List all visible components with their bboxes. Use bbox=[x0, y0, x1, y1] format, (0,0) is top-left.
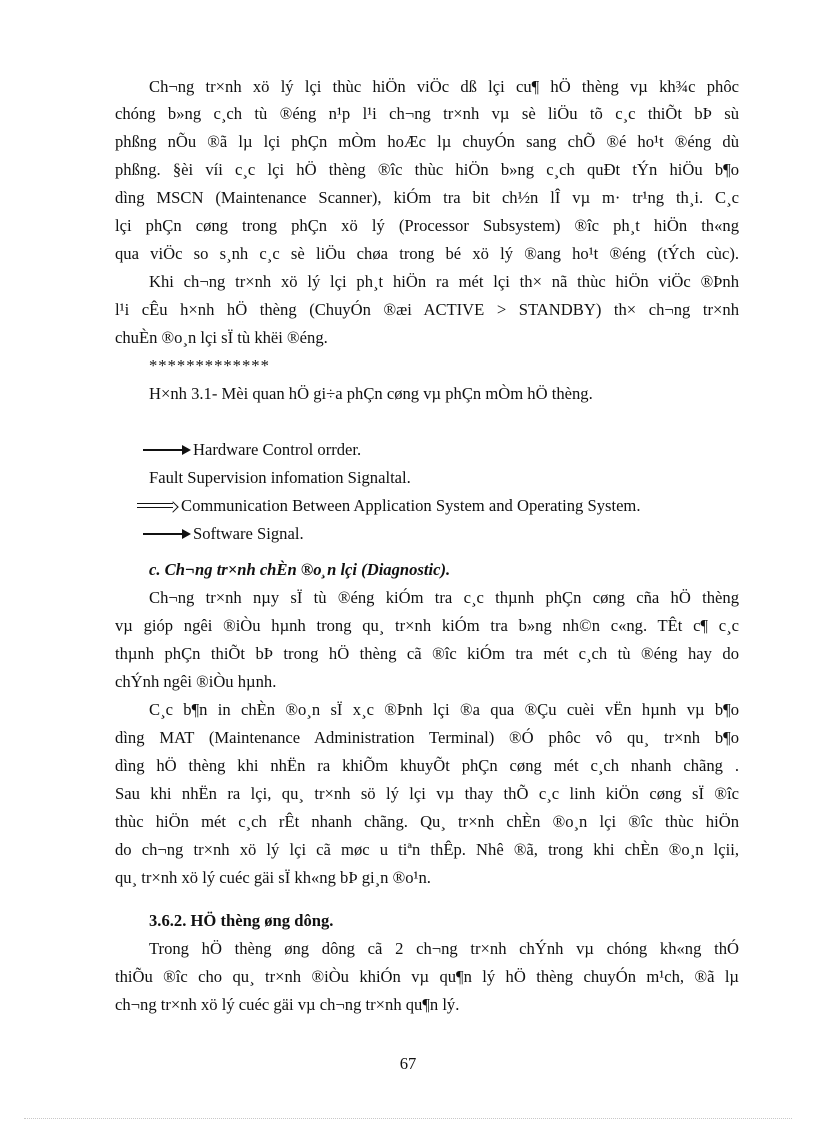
p1-line-1: Ch¬ng tr×nh xö lý lçi thùc hiÖn viÖc dß lçi cu¶ hÖ thèng vµ kh¾c phôc bbox=[149, 77, 739, 96]
p3-line-3: thµnh phÇn thiÕt bÞ trong hÖ thèng cã ®îc kiÓm tra mét c¸ch tù ®éng hay do bbox=[115, 644, 739, 663]
p5-line-3: ch¬ng tr×nh xö lý cuéc gäi vµ ch¬ng tr×nh qu¶n lý. bbox=[115, 995, 460, 1014]
section-heading-362: 3.6.2. HÖ thèng øng dông. bbox=[149, 911, 334, 930]
p4-line-3: dìng hÖ thèng khi nhËn ra khiÕm khuyÕt phÇn cøng mét c¸ch nhanh chãng . bbox=[115, 756, 739, 775]
legend-item-software-signal bbox=[143, 523, 304, 545]
p2-line-2: l¹i cÊu h×nh hÖ thèng (ChuyÓn ®æi ACTIVE > STANDBY) th× ch¬ng tr×nh bbox=[115, 300, 739, 319]
p1-line-7: qua viÖc so s¸nh c¸c sè liÖu chøa trong bé xö lý ®ang ho¹t ®éng (tÝch cùc). bbox=[115, 244, 739, 263]
p1-line-2: chóng b»ng c¸ch tù ®éng n¹p l¹i ch¬ng tr×nh vµ sè liÖu tõ c¸c thiÕt bÞ sù bbox=[115, 104, 739, 123]
p5-line-1: Trong hÖ thèng øng dông cã 2 ch¬ng tr×nh chÝnh vµ chóng kh«ng thÓ bbox=[149, 939, 739, 958]
legend-item-fault-supervision bbox=[149, 467, 411, 489]
legend-label: Fault Supervision infomation Signaltal. bbox=[149, 468, 411, 487]
footer-divider bbox=[24, 1118, 792, 1119]
p3-line-4: chÝnh ngêi ®iÒu hµnh. bbox=[115, 672, 277, 691]
legend-label: Communication Between Application System and Operating System. bbox=[181, 496, 641, 515]
p4-line-5: thùc hiÖn mét c¸ch rÊt nhanh chãng. Qu¸ tr×nh chÈn ®o¸n lçi ®îc thùc hiÖn bbox=[115, 812, 739, 831]
p5-line-2: thiÕu ®îc cho qu¸ tr×nh ®iÒu khiÓn vµ qu¶n lý hÖ thèng chuyÓn m¹ch, ®ã lµ bbox=[115, 967, 739, 986]
p4-line-1: C¸c b¶n in chÈn ®o¸n sÏ x¸c ®Þnh lçi ®a qua ®Çu cuèi vËn hµnh vµ b¶o bbox=[149, 700, 739, 719]
separator-stars: ************* bbox=[149, 356, 270, 375]
p4-line-4: Sau khi nhËn ra lçi, qu¸ tr×nh sö lý lçi vµ thay thÕ c¸c linh kiÖn cøng sÏ ®îc bbox=[115, 784, 739, 803]
single-arrow-icon bbox=[143, 529, 191, 539]
p2-line-3: chuÈn ®o¸n lçi sÏ tù khëi ®éng. bbox=[115, 328, 328, 347]
p1-line-5: dìng MSCN (Maintenance Scanner), kiÓm tra bit ch½n lÎ vµ m· tr¹ng th¸i. C¸c bbox=[115, 188, 739, 207]
legend-label: Hardware Control orrder. bbox=[193, 440, 362, 459]
p1-line-4: phßng. §èi víi c¸c lçi hÖ thèng ®îc thùc hiÖn b»ng c¸ch quÐt tÝn hiÖu b¶o bbox=[115, 160, 739, 179]
p4-line-7: qu¸ tr×nh xö lý cuéc gäi sÏ kh«ng bÞ gi¸n ®o¹n. bbox=[115, 868, 431, 887]
single-arrow-icon bbox=[143, 445, 191, 455]
p2-line-1: Khi ch¬ng tr×nh xö lý lçi ph¸t hiÖn ra mét lçi th× nã thùc hiÖn viÖc ®Þnh bbox=[149, 272, 739, 291]
legend-item-hardware-control bbox=[143, 439, 361, 461]
p3-line-2: vµ gióp ngêi ®iÒu hµnh trong qu¸ tr×nh kiÓm tra b»ng nh©n c«ng. TÊt c¶ c¸c bbox=[115, 616, 739, 635]
p4-line-6: do ch¬ng tr×nh xö lý lçi cã møc u tiªn thÊp. Nhê ®ã, trong khi chÈn ®o¸n lçii, bbox=[115, 840, 739, 859]
p1-line-6: lçi phÇn cøng trong phÇn xö lý (Processor Subsystem) ®îc ph¸t hiÖn th«ng bbox=[115, 216, 739, 235]
section-heading-diagnostic: c. Ch¬ng tr×nh chÈn ®o¸n lçi (Diagnostic). bbox=[149, 560, 451, 579]
double-arrow-icon bbox=[137, 501, 179, 511]
page-number: 67 bbox=[399, 1054, 417, 1073]
p3-line-1: Ch¬ng tr×nh nµy sÏ tù ®éng kiÓm tra c¸c thµnh phÇn cøng cña hÖ thèng bbox=[149, 588, 739, 607]
legend-label: Software Signal. bbox=[193, 524, 304, 543]
p1-line-3: phßng nÕu ®ã lµ lçi phÇn mÒm hoÆc lµ chuyÓn sang chÕ ®é ho¹t ®éng dù bbox=[115, 132, 739, 151]
legend-item-communication bbox=[137, 495, 641, 517]
p4-line-2: dìng MAT (Maintenance Administration Terminal) ®Ó phôc vô qu¸ tr×nh b¶o bbox=[115, 728, 739, 747]
figure-caption: H×nh 3.1- Mèi quan hÖ gi÷a phÇn cøng vµ phÇn mÒm hÖ thèng. bbox=[149, 384, 593, 403]
